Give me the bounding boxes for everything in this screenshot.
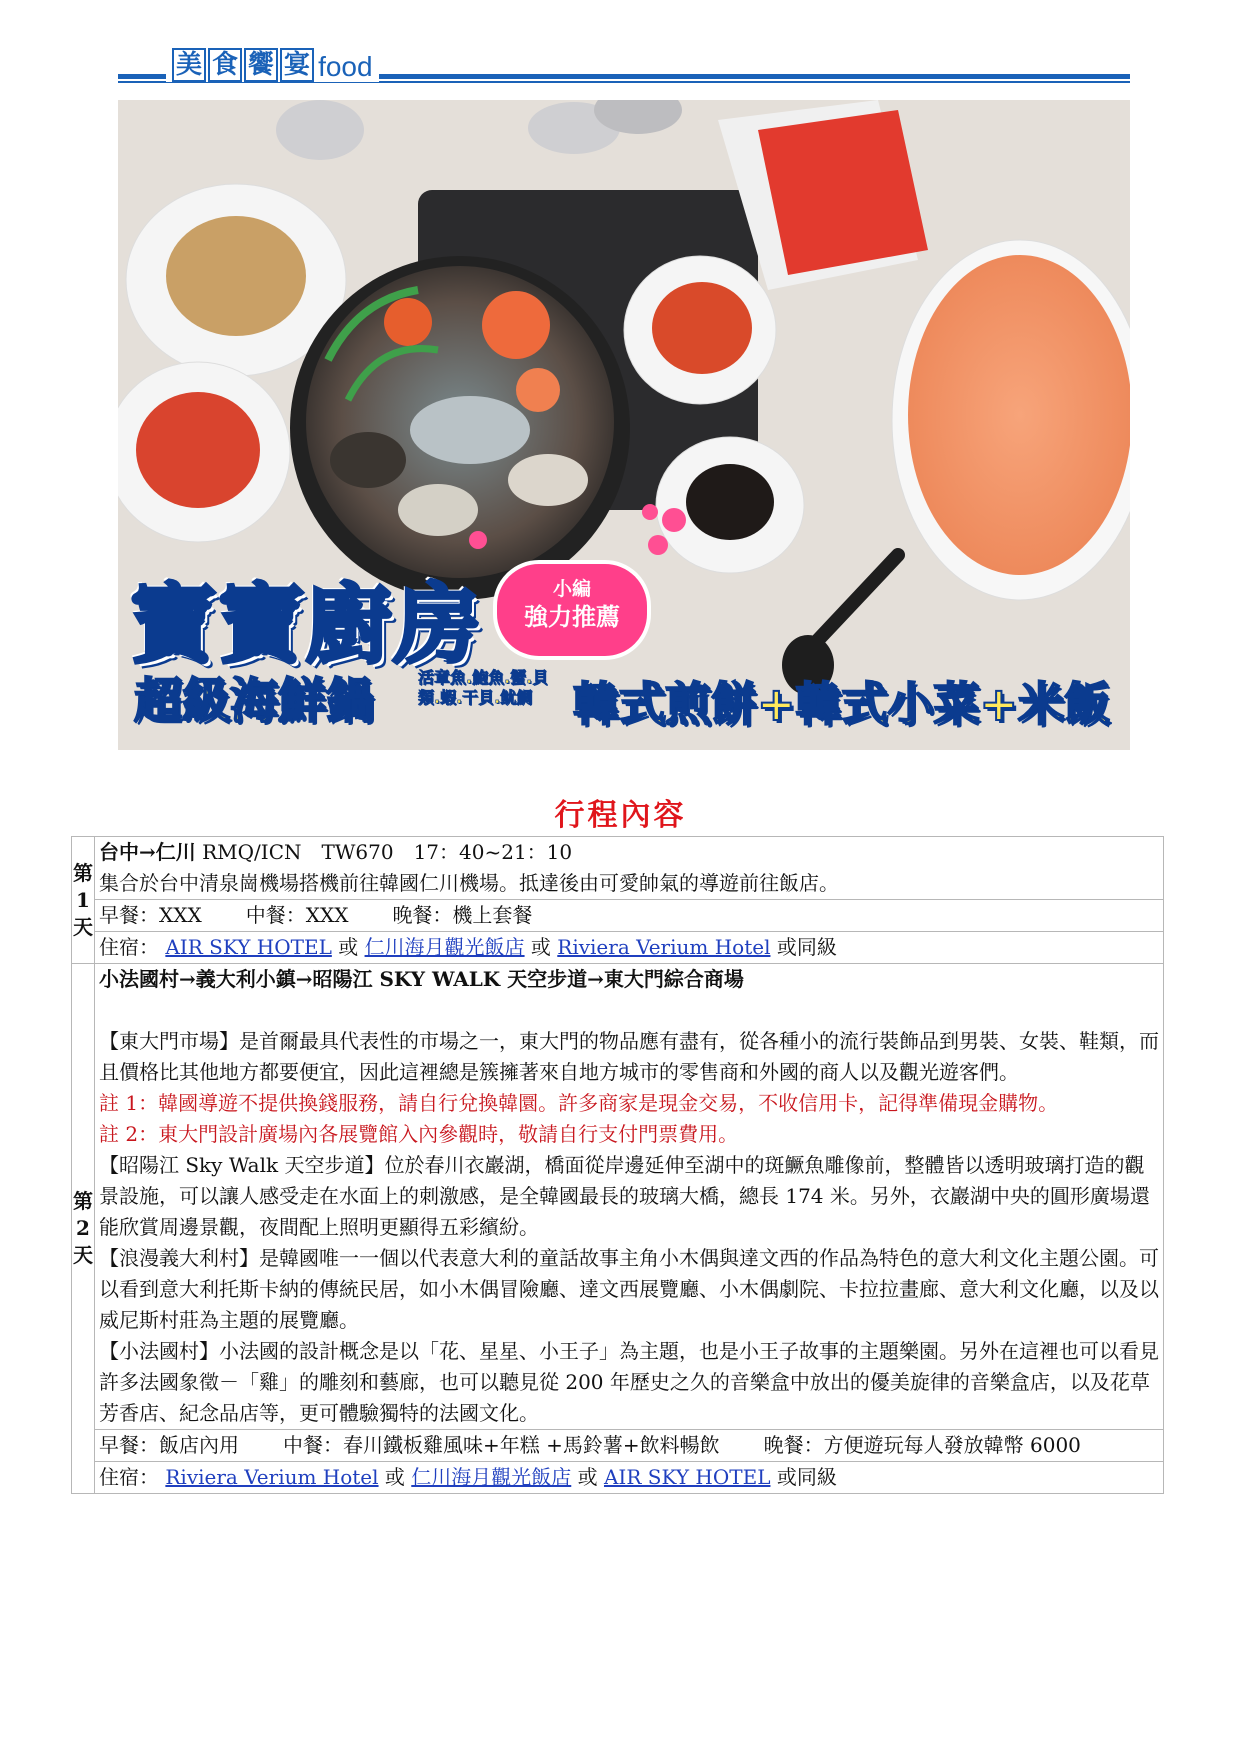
badge-line2: 強力推薦 [524,603,620,631]
day2-paragraph: 【東大門市場】是首爾最具代表性的市場之一，東大門的物品應有盡有，從各種小的流行裝飾品到男裝、女裝、鞋類，而且價格比其他地方都要便宜，因此這裡總是簇擁著來自地方城市的零售商和外國的商人以及觀光遊客們。 [99,1029,1159,1084]
day2-note: 註 1：韓國導遊不提供換錢服務，請自行兌換韓圜。許多商家是現金交易，不收信用卡，記得準備現金購物。 [99,1091,1059,1115]
brand-logo [166,46,379,82]
section-title: 行程內容 [554,798,687,833]
day1-meals-row [72,900,1164,932]
brand-char: 美 [172,48,206,82]
hotel-link-air-sky[interactable]: AIR SKY HOTEL [165,935,332,959]
day1-flight-info: RMQ/ICN TW670 17：40~21：10 [195,840,573,864]
hotel-link-air-sky[interactable]: AIR SKY HOTEL [603,1465,771,1489]
day1-route: 台中→仁川 [99,840,196,864]
day2-paragraph: 【小法國村】小法國的設計概念是以「花、星星、小王子」為主題，也是小王子故事的主題樂園。另外在這裡也可以看見許多法國象徵－「雞」的雕刻和藝廊，也可以聽見從 200 年歷史之久的音樂盒中放出的優美旋律的音樂盒店，以及花草芳香店、紀念品店等，更可體驗獨特的法國文化。 [99,1339,1159,1425]
brand-char: 食 [208,48,242,82]
hero-image [118,100,1130,750]
hotel-link-haewol[interactable]: 仁川海月觀光飯店 [411,1465,572,1489]
hotel-suffix: 或同級 [776,935,837,959]
badge-line1: 小編 [552,578,591,600]
dinner-label: 晚餐：方便遊玩每人發放韓幣 6000 [763,1433,1081,1457]
header-banner [118,46,1130,86]
hotel-prefix: 住宿： [99,1465,159,1489]
hotel-suffix: 或同級 [776,1465,837,1489]
day1-route-cell [95,837,1164,900]
hotel-separator: 或 [530,935,551,959]
hero-subtitle-small: 活章魚.鮑魚.蟹.貝類.蝦.干貝.鱿鯛 [418,668,549,707]
hotel-separator: 或 [577,1465,598,1489]
hotel-prefix: 住宿： [99,935,159,959]
day2-hotel [95,1462,1164,1494]
hotel-separator: 或 [384,1465,405,1489]
brand-suffix: food [318,51,373,82]
hotel-link-riviera[interactable]: Riviera Verium Hotel [165,1465,379,1489]
day1-route-row [72,837,1164,900]
day2-meals-row [72,1430,1164,1462]
hero-title: 寶寶廚房 [130,575,482,675]
day2-label [72,964,95,1494]
hotel-separator: 或 [338,935,359,959]
day2-hotel-row [72,1462,1164,1494]
lunch-label: 中餐：春川鐵板雞風味+年糕 +馬鈴薯+飲料暢飲 [283,1433,720,1457]
hero-subtitle-left: 超級海鮮鍋 [134,673,375,729]
itinerary-table [71,836,1164,1494]
day2-note: 註 2：東大門設計廣場內各展覽館入內參觀時，敬請自行支付門票費用。 [99,1122,739,1146]
day-label-char: 天 [73,1243,93,1267]
day2-route: 小法國村→義大利小鎮→昭陽江 SKY WALK 天空步道→東大門綜合商場 [99,967,744,991]
day1-meals [95,900,1164,932]
brand-char: 宴 [280,48,314,82]
day1-label [72,837,95,964]
hotel-link-riviera[interactable]: Riviera Verium Hotel [557,935,771,959]
day1-description: 集合於台中清泉崗機場搭機前往韓國仁川機場。抵達後由可愛帥氣的導遊前往飯店。 [99,871,839,895]
day-label-char: 第 [73,1189,93,1213]
hero-subtitle-right: 韓式煎餅+韓式小菜+米飯 [573,677,1111,731]
day2-paragraph: 【昭陽江 Sky Walk 天空步道】位於春川衣巖湖，橋面從岸邊延伸至湖中的斑鱖魚雕像前，整體皆以透明玻璃打造的觀景設施，可以讓人感受走在水面上的刺激感，是全韓國最長的玻璃大橋，總長 174 米。另外，衣巖湖中央的圓形廣場還能欣賞周邊景觀，夜間配上照明更顯得五彩繽紛。 [99,1153,1150,1239]
day-label-char: 天 [73,914,93,939]
hotel-link-haewol[interactable]: 仁川海月觀光飯店 [364,935,525,959]
day-label-char: 第 [73,860,93,885]
day1-hotel-row [72,932,1164,964]
day-label-char: 1 [76,887,90,912]
breakfast-label: 早餐：XXX [99,903,202,927]
recommend-badge [493,560,651,660]
day2-paragraph: 【浪漫義大利村】是韓國唯一一個以代表意大利的童話故事主角小木偶與達文西的作品為特色的意大利文化主題公園。可以看到意大利托斯卡納的傳統民居，如小木偶冒險廳、達文西展覽廳、小木偶劇院、卡拉拉畫廊、意大利文化廳，以及以威尼斯村莊為主題的展覽廳。 [99,1246,1159,1332]
day1-hotel [95,932,1164,964]
lunch-label: 中餐：XXX [245,903,349,927]
day2-meals [95,1430,1164,1462]
day-label-char: 2 [76,1216,90,1240]
day2-content-cell [95,964,1164,1430]
dinner-label: 晚餐：機上套餐 [392,903,533,927]
day2-route-row [72,964,1164,1430]
breakfast-label: 早餐：飯店內用 [99,1433,239,1457]
brand-char: 饗 [244,48,278,82]
